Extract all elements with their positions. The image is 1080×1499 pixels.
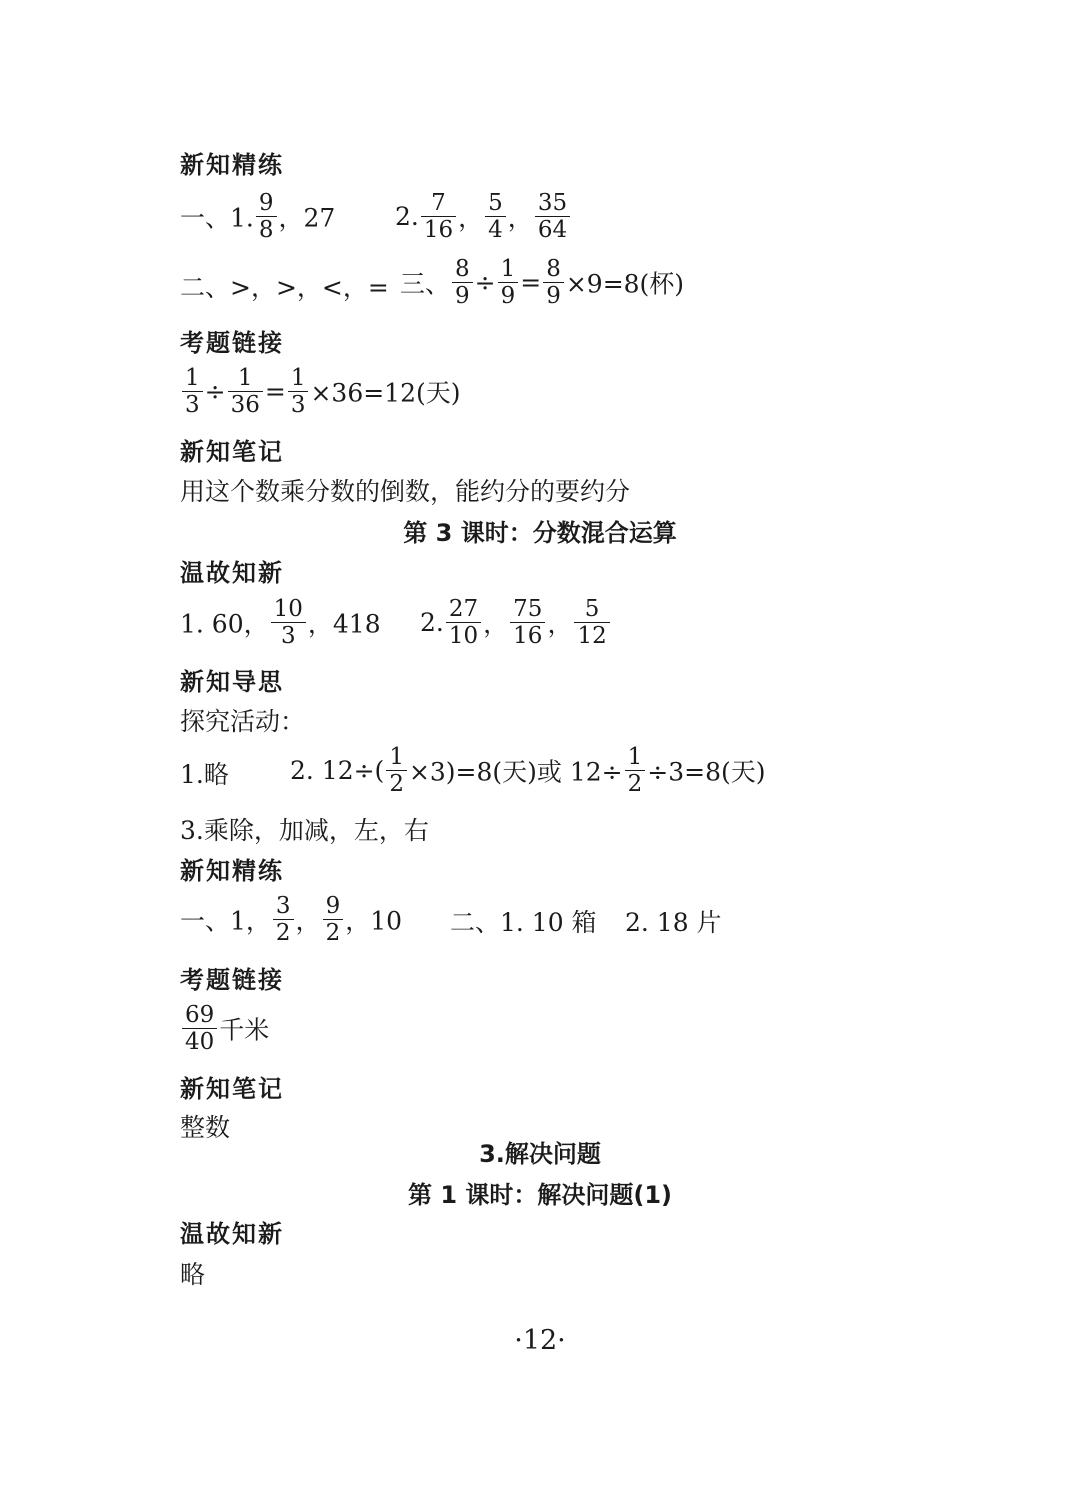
denominator: 4 bbox=[488, 217, 503, 243]
numerator: 1 bbox=[288, 365, 309, 392]
note-text: 用这个数乘分数的倒数，能约分的要约分 bbox=[180, 477, 631, 506]
note-text: 整数 bbox=[180, 1113, 231, 1142]
fraction bbox=[446, 596, 481, 649]
answer-prefix: 2. bbox=[420, 608, 444, 637]
numerator: 1 bbox=[498, 256, 519, 283]
denominator: 9 bbox=[455, 283, 470, 309]
section-heading-exam-link: 考题链接 bbox=[180, 329, 284, 357]
answer-text: 二、>，>，<，= bbox=[180, 273, 389, 302]
separator: ， bbox=[458, 203, 484, 233]
separator: ， bbox=[547, 609, 573, 639]
denominator: 9 bbox=[500, 283, 516, 309]
fraction bbox=[510, 596, 545, 649]
numerator: 75 bbox=[510, 596, 545, 623]
separator: ， bbox=[483, 609, 509, 639]
fraction bbox=[386, 744, 407, 797]
operator: ÷ bbox=[204, 377, 226, 406]
denominator: 2 bbox=[325, 920, 341, 946]
activity-intro: 探究活动： bbox=[180, 707, 306, 736]
operator: ÷ bbox=[474, 268, 496, 297]
denominator: 8 bbox=[258, 217, 274, 243]
denominator: 64 bbox=[537, 217, 568, 243]
answer-text: ，27 bbox=[278, 203, 336, 233]
fraction bbox=[535, 190, 570, 243]
numerator: 1 bbox=[625, 744, 646, 771]
fraction bbox=[182, 1002, 217, 1055]
denominator: 12 bbox=[577, 623, 607, 649]
answer-row bbox=[400, 256, 684, 309]
answer-item: 二、1. 10 箱 bbox=[450, 908, 597, 937]
answer-row bbox=[180, 365, 461, 418]
chapter-title: 3.解决问题 bbox=[479, 1140, 601, 1168]
denominator: 2 bbox=[627, 771, 643, 797]
answer-item: 2. 18 片 bbox=[625, 908, 722, 937]
denominator: 3 bbox=[185, 392, 200, 418]
numerator: 3 bbox=[273, 893, 294, 920]
section-heading-review: 温故知新 bbox=[180, 1220, 284, 1248]
fraction bbox=[288, 365, 309, 418]
denominator: 3 bbox=[280, 623, 296, 649]
answer-item: 3.乘除，加减，左，右 bbox=[180, 816, 429, 845]
numerator: 5 bbox=[485, 190, 506, 217]
lesson-title: 第 1 课时：解决问题(1) bbox=[407, 1181, 673, 1209]
numerator: 1 bbox=[228, 365, 263, 392]
numerator: 8 bbox=[452, 256, 473, 283]
numerator: 69 bbox=[182, 1002, 217, 1029]
numerator: 7 bbox=[421, 190, 456, 217]
operator: = bbox=[520, 268, 542, 297]
denominator: 9 bbox=[546, 283, 561, 309]
denominator: 40 bbox=[185, 1029, 215, 1055]
fraction bbox=[323, 893, 344, 946]
section-heading-exam-link: 考题链接 bbox=[180, 966, 284, 994]
answer-row bbox=[180, 893, 402, 946]
denominator: 10 bbox=[448, 623, 479, 649]
numerator: 5 bbox=[574, 596, 609, 623]
section-heading-notes: 新知笔记 bbox=[180, 1075, 284, 1103]
answer-prefix: 1. 60， bbox=[180, 609, 269, 639]
fraction bbox=[228, 365, 263, 418]
denominator: 2 bbox=[275, 920, 291, 946]
fraction bbox=[271, 596, 306, 649]
denominator: 16 bbox=[513, 623, 543, 649]
answer-text: ，418 bbox=[307, 609, 381, 639]
fraction bbox=[574, 596, 609, 649]
answer-row bbox=[180, 596, 381, 649]
denominator: 3 bbox=[290, 392, 306, 418]
page-number: ·12· bbox=[514, 1325, 566, 1356]
answer-prefix: 一、1， bbox=[180, 906, 271, 936]
lesson-title: 第 3 课时：分数混合运算 bbox=[403, 519, 677, 547]
answer-text: ×9=8(杯) bbox=[565, 269, 685, 299]
answer-item: 略 bbox=[180, 1260, 206, 1289]
numerator: 8 bbox=[543, 256, 564, 283]
answer-row bbox=[180, 190, 335, 243]
section-heading-notes: 新知笔记 bbox=[180, 438, 284, 466]
denominator: 36 bbox=[230, 392, 260, 418]
answer-prefix: 三、 bbox=[400, 269, 451, 299]
fraction bbox=[485, 190, 506, 243]
fraction bbox=[182, 365, 203, 418]
numerator: 1 bbox=[386, 744, 407, 771]
answer-prefix: 2. bbox=[395, 202, 419, 231]
answer-row bbox=[180, 268, 389, 304]
fraction bbox=[498, 256, 519, 309]
fraction bbox=[543, 256, 564, 309]
denominator: 2 bbox=[389, 771, 404, 797]
fraction bbox=[625, 744, 646, 797]
answer-text: ×36=12(天) bbox=[310, 378, 461, 408]
numerator: 10 bbox=[271, 596, 306, 623]
answer-row bbox=[420, 596, 612, 649]
numerator: 1 bbox=[182, 365, 203, 392]
section-heading-practice: 新知精练 bbox=[180, 857, 284, 885]
section-heading-guide: 新知导思 bbox=[180, 668, 284, 696]
separator: ， bbox=[507, 203, 533, 233]
fraction bbox=[256, 190, 277, 243]
answer-text: ×3)=8(天)或 12÷ bbox=[408, 757, 623, 787]
numerator: 9 bbox=[323, 893, 344, 920]
fraction bbox=[273, 893, 294, 946]
answer-text: ，10 bbox=[345, 906, 403, 936]
answer-prefix: 一、1. bbox=[180, 203, 254, 233]
separator: ， bbox=[295, 906, 321, 936]
numerator: 9 bbox=[256, 190, 277, 217]
section-heading-review: 温故知新 bbox=[180, 559, 284, 587]
denominator: 16 bbox=[423, 217, 454, 243]
answer-row bbox=[395, 190, 572, 243]
answer-text: ÷3=8(天) bbox=[647, 757, 766, 787]
fraction bbox=[452, 256, 473, 309]
operator: = bbox=[264, 377, 286, 406]
unit-text: 千米 bbox=[219, 1015, 270, 1045]
answer-row bbox=[180, 1002, 269, 1055]
answer-item: 1.略 bbox=[180, 760, 229, 789]
answer-prefix: 2. 12÷( bbox=[290, 756, 385, 785]
numerator: 27 bbox=[446, 596, 481, 623]
fraction bbox=[421, 190, 456, 243]
numerator: 35 bbox=[535, 190, 570, 217]
section-heading-practice: 新知精练 bbox=[180, 151, 284, 179]
answer-row bbox=[290, 744, 766, 797]
